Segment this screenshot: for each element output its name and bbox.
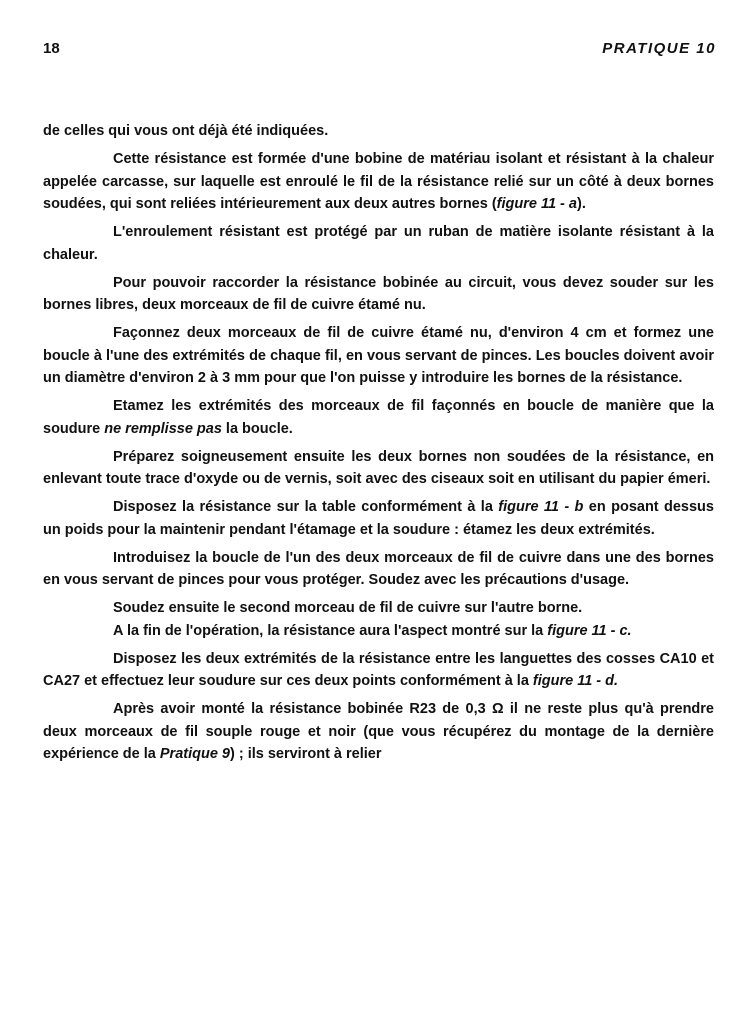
page-number: 18 <box>43 40 60 57</box>
paragraph: L'enroulement résistant est protégé par un ruban de matière isolante résistant à la chaleur. <box>43 224 714 263</box>
paragraph: Soudez ensuite le second morceau de fil de cuivre sur l'autre borne. <box>113 600 583 616</box>
paragraph: Disposez la résistance sur la table conformément à la figure 11 - b en posant dessus un poids pour la maintenir pendant l'étamage et la soudure : étamez les deux extrémités. <box>43 499 714 538</box>
figure-reference: figure 11 - b <box>498 499 584 515</box>
emphasis: Pratique 9 <box>159 746 230 762</box>
paragraph: Cette résistance est formée d'une bobine de matériau isolant et résistant à la chaleur appelée carcasse, sur laquelle est enroulé le fil de la résistance relié sur un côté à deux bornes soudées, qui sont reliées intérieurement aux deux autres bornes (figure 11 - a). <box>43 151 714 212</box>
figure-reference: figure 11 - c. <box>547 622 632 639</box>
body-text <box>43 120 714 771</box>
paragraph: Etamez les extrémités des morceaux de fil façonnés en boucle de manière que la soudure ne remplisse pas la boucle. <box>43 398 714 437</box>
paragraph: Introduisez la boucle de l'un des deux morceaux de fil de cuivre dans une des bornes en vous servant de pinces pour vous protéger. Soudez avec les précautions d'usage. <box>43 549 714 588</box>
paragraph: Préparez soigneusement ensuite les deux bornes non soudées de la résistance, en enlevant toute trace d'oxyde ou de vernis, soit avec des ciseaux soit en utilisant du papier émeri. <box>43 448 714 487</box>
emphasis: ne remplisse pas <box>104 420 222 437</box>
paragraph: Après avoir monté la résistance bobinée R23 de 0,3 Ω il ne reste plus qu'à prendre deux morceaux de fil souple rouge et noir (que vous récupérez du montage de la dernière expérience de la Pratique 9) ; ils serviront à relier <box>43 701 714 762</box>
running-head: PRATIQUE 10 <box>602 40 716 57</box>
paragraph: Façonnez deux morceaux de fil de cuivre étamé nu, d'environ 4 cm et formez une boucle à l'une des extrémités de chaque fil, en vous servant de pinces. Les boucles doivent avoir un diamètre d'environ 2 à 3 mm pour que l'on puisse y introduire les bornes de la résistance. <box>43 325 714 386</box>
paragraph: Disposez les deux extrémités de la résistance entre les languettes des cosses CA10 et CA27 et effectuez leur soudure sur ces deux points conformément à la figure 11 - d. <box>43 650 714 689</box>
figure-reference: figure 11 - a <box>496 196 577 212</box>
paragraph: de celles qui vous ont déjà été indiquées. <box>43 123 329 139</box>
paragraph: A la fin de l'opération, la résistance aura l'aspect montré sur la figure 11 - c. <box>113 622 632 639</box>
paragraph: Pour pouvoir raccorder la résistance bobinée au circuit, vous devez souder sur les bornes libres, deux morceaux de fil de cuivre étamé nu. <box>43 274 714 313</box>
figure-reference: figure 11 - d. <box>532 673 619 689</box>
